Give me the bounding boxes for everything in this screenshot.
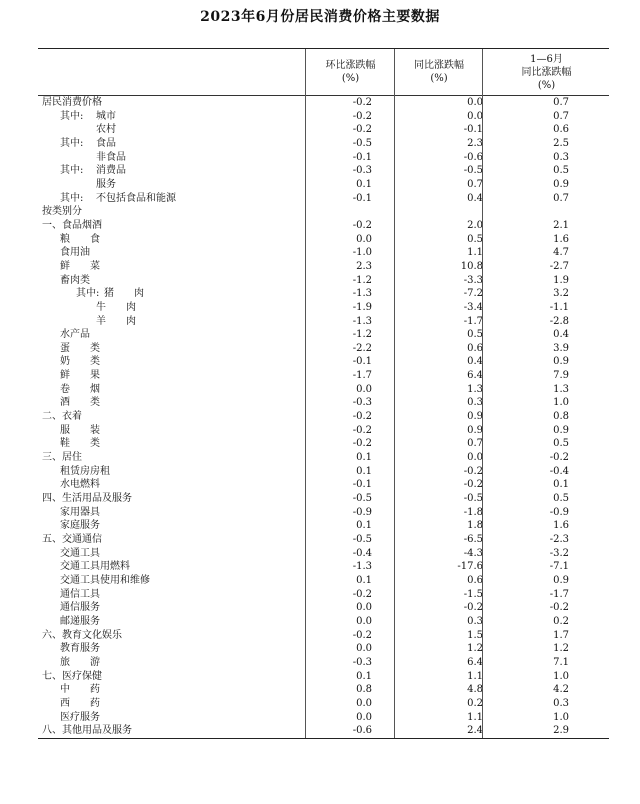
row-prefix: 其中: bbox=[60, 137, 84, 149]
row-mom-value: -0.2 bbox=[352, 97, 372, 108]
row-mom-value: -0.5 bbox=[352, 534, 372, 545]
row-yoy-value: 0.4 bbox=[467, 356, 483, 368]
table-row bbox=[38, 437, 609, 451]
header-mom-line2: (%) bbox=[341, 73, 360, 84]
row-label: 城市 bbox=[96, 110, 116, 122]
table-row bbox=[38, 588, 609, 602]
row-mom-value: 0.1 bbox=[356, 465, 372, 477]
row-label: 八、其他用品及服务 bbox=[42, 725, 132, 737]
table-header bbox=[38, 49, 609, 96]
row-yoy-value: -4.3 bbox=[463, 547, 483, 559]
row-mom-value: -0.2 bbox=[352, 588, 372, 600]
row-ytd-value: 4.2 bbox=[553, 684, 569, 696]
row-mom-value: -0.3 bbox=[352, 397, 372, 409]
row-ytd-value: 2.5 bbox=[553, 137, 569, 149]
header-ytd-line3: (%) bbox=[537, 79, 556, 91]
row-mom-value: -0.3 bbox=[352, 656, 372, 668]
row-label: 猪 肉 bbox=[104, 288, 144, 300]
table-row bbox=[38, 137, 609, 151]
row-prefix: 其中: bbox=[76, 288, 100, 300]
row-ytd-value: 1.0 bbox=[553, 397, 569, 409]
table-row bbox=[38, 451, 609, 465]
row-mom-value: -0.5 bbox=[352, 493, 372, 505]
row-ytd-value: -0.2 bbox=[549, 452, 569, 464]
row-ytd-value: 0.3 bbox=[553, 151, 569, 163]
row-mom-value: -0.1 bbox=[352, 356, 372, 368]
table-row bbox=[38, 410, 609, 424]
row-mom-value: -0.2 bbox=[352, 124, 372, 136]
table-row bbox=[38, 315, 609, 329]
table-row bbox=[38, 656, 609, 670]
row-ytd-value: -7.1 bbox=[549, 561, 569, 573]
row-yoy-value: -1.5 bbox=[463, 588, 483, 600]
row-label: 七、医疗保健 bbox=[42, 670, 102, 682]
row-yoy-value: 0.5 bbox=[467, 233, 483, 245]
row-label: 一、食品烟酒 bbox=[42, 219, 102, 231]
table-row bbox=[38, 683, 609, 697]
row-mom-value: 0.0 bbox=[356, 383, 372, 395]
row-ytd-value: 1.2 bbox=[553, 643, 569, 655]
row-yoy-value: 1.5 bbox=[467, 629, 483, 641]
row-label: 不包括食品和能源 bbox=[96, 192, 176, 204]
header-mom bbox=[305, 49, 395, 95]
column-divider bbox=[305, 95, 306, 738]
table-row bbox=[38, 601, 609, 615]
row-label: 家用器具 bbox=[60, 506, 100, 518]
row-mom-value: -0.5 bbox=[352, 137, 372, 149]
row-ytd-value: 0.5 bbox=[553, 165, 569, 177]
row-label: 酒 类 bbox=[60, 397, 100, 409]
row-label: 卷 烟 bbox=[60, 383, 100, 395]
row-mom-value: -0.4 bbox=[352, 547, 372, 559]
row-yoy-value: -7.2 bbox=[463, 288, 483, 300]
row-ytd-value: 1.9 bbox=[553, 274, 569, 286]
row-yoy-value: 0.0 bbox=[467, 452, 483, 464]
header-yoy-line2: (%) bbox=[430, 73, 448, 84]
row-yoy-value: -0.1 bbox=[463, 124, 483, 136]
table-row bbox=[38, 670, 609, 684]
row-yoy-value: -0.2 bbox=[463, 602, 483, 614]
table-row bbox=[38, 396, 609, 410]
table-row bbox=[38, 560, 609, 574]
row-label: 水电燃料 bbox=[60, 479, 100, 491]
row-label: 水产品 bbox=[60, 329, 90, 341]
table-row bbox=[38, 383, 609, 397]
row-label: 按类别分 bbox=[42, 206, 82, 218]
row-label: 中 药 bbox=[60, 684, 100, 696]
row-yoy-value: 10.8 bbox=[460, 260, 483, 272]
table-row bbox=[38, 642, 609, 656]
row-ytd-value: 0.3 bbox=[553, 697, 569, 709]
row-mom-value: -2.2 bbox=[352, 342, 372, 354]
table-row bbox=[38, 492, 609, 506]
table-row bbox=[38, 533, 609, 547]
row-mom-value: -1.7 bbox=[352, 370, 372, 382]
row-ytd-value: 0.4 bbox=[553, 329, 569, 341]
row-label: 西 药 bbox=[60, 697, 100, 709]
table-row bbox=[38, 424, 609, 438]
row-mom-value: 2.3 bbox=[356, 260, 372, 272]
row-mom-value: -1.2 bbox=[352, 329, 372, 341]
row-mom-value: -0.1 bbox=[352, 151, 372, 163]
table-row bbox=[38, 519, 609, 533]
row-ytd-value: 2.9 bbox=[553, 725, 569, 737]
row-yoy-value: 1.1 bbox=[467, 247, 483, 259]
row-mom-value: 0.1 bbox=[356, 178, 372, 190]
row-ytd-value: -2.8 bbox=[549, 315, 569, 327]
row-label: 二、衣着 bbox=[42, 411, 82, 423]
row-mom-value: 0.1 bbox=[356, 452, 372, 464]
row-mom-value: -0.9 bbox=[352, 506, 372, 518]
row-yoy-value: 0.3 bbox=[467, 397, 483, 409]
row-ytd-value: -0.9 bbox=[549, 506, 569, 518]
row-ytd-value: 3.2 bbox=[553, 288, 569, 300]
row-label: 蛋 类 bbox=[60, 342, 100, 354]
row-mom-value: -0.3 bbox=[352, 165, 372, 177]
row-yoy-value: -0.2 bbox=[463, 465, 483, 477]
row-label: 通信服务 bbox=[60, 602, 100, 614]
row-label: 农村 bbox=[96, 124, 116, 136]
header-mom-line1: 环比涨跌幅 bbox=[325, 60, 376, 71]
row-mom-value: 0.0 bbox=[356, 233, 372, 245]
row-ytd-value: 0.9 bbox=[553, 574, 569, 586]
row-mom-value: -0.2 bbox=[352, 411, 372, 423]
row-label: 食品 bbox=[96, 137, 116, 149]
row-yoy-value: 0.6 bbox=[467, 574, 483, 586]
table-row bbox=[38, 369, 609, 383]
row-yoy-value: 0.0 bbox=[467, 97, 483, 108]
table-row bbox=[38, 724, 609, 738]
row-label: 居民消费价格 bbox=[42, 97, 102, 108]
row-yoy-value: 6.4 bbox=[467, 370, 483, 382]
row-yoy-value: 1.8 bbox=[467, 520, 483, 532]
row-label: 牛 肉 bbox=[96, 301, 136, 313]
row-label: 奶 类 bbox=[60, 356, 100, 368]
row-label: 粮 食 bbox=[60, 233, 100, 245]
table-row bbox=[38, 110, 609, 124]
row-yoy-value: 0.3 bbox=[467, 615, 483, 627]
row-label: 羊 肉 bbox=[96, 315, 136, 327]
row-label: 鲜 菜 bbox=[60, 260, 100, 272]
row-yoy-value: 4.8 bbox=[467, 684, 483, 696]
row-label: 服务 bbox=[96, 178, 116, 190]
table-row bbox=[38, 342, 609, 356]
row-yoy-value: 2.0 bbox=[467, 219, 483, 231]
table-row bbox=[38, 219, 609, 233]
table-row bbox=[38, 151, 609, 165]
row-ytd-value: 0.7 bbox=[553, 192, 569, 204]
header-ytd-line2: 同比涨跌幅 bbox=[521, 66, 572, 78]
row-yoy-value: 0.9 bbox=[467, 411, 483, 423]
row-label: 三、居住 bbox=[42, 452, 82, 464]
table-row bbox=[38, 178, 609, 192]
row-label: 家庭服务 bbox=[60, 520, 100, 532]
row-ytd-value: 1.3 bbox=[553, 383, 569, 395]
row-label: 通信工具 bbox=[60, 588, 100, 600]
row-yoy-value: -17.6 bbox=[457, 561, 483, 573]
row-yoy-value: -3.4 bbox=[463, 301, 483, 313]
header-yoy bbox=[394, 49, 483, 95]
table-row bbox=[38, 246, 609, 260]
table-row bbox=[38, 547, 609, 561]
row-label: 非食品 bbox=[96, 151, 126, 163]
row-ytd-value: 0.9 bbox=[553, 424, 569, 436]
table-row bbox=[38, 164, 609, 178]
row-yoy-value: -0.5 bbox=[463, 165, 483, 177]
table-row bbox=[38, 192, 609, 206]
row-yoy-value: 0.0 bbox=[467, 110, 483, 122]
row-ytd-value: -2.7 bbox=[549, 260, 569, 272]
row-ytd-value: 3.9 bbox=[553, 342, 569, 354]
row-label: 消费品 bbox=[96, 165, 126, 177]
row-label: 六、教育文化娱乐 bbox=[42, 629, 122, 641]
row-ytd-value: -1.1 bbox=[549, 301, 569, 313]
row-mom-value: 0.0 bbox=[356, 697, 372, 709]
row-yoy-value: -0.2 bbox=[463, 479, 483, 491]
row-mom-value: 0.1 bbox=[356, 574, 372, 586]
row-yoy-value: 0.7 bbox=[467, 438, 483, 450]
row-mom-value: -1.9 bbox=[352, 301, 372, 313]
row-yoy-value: 0.2 bbox=[467, 697, 483, 709]
table-row bbox=[38, 478, 609, 492]
table-row bbox=[38, 287, 609, 301]
row-label: 租赁房房租 bbox=[60, 465, 110, 477]
row-mom-value: -1.0 bbox=[352, 247, 372, 259]
row-yoy-value: 1.1 bbox=[467, 670, 483, 682]
row-yoy-value: 2.4 bbox=[467, 725, 483, 737]
row-mom-value: -0.2 bbox=[352, 438, 372, 450]
row-yoy-value: 1.2 bbox=[467, 643, 483, 655]
row-yoy-value: 0.4 bbox=[467, 192, 483, 204]
row-label: 畜肉类 bbox=[60, 274, 90, 286]
row-ytd-value: 7.1 bbox=[553, 656, 569, 668]
table-row bbox=[38, 697, 609, 711]
row-ytd-value: 0.6 bbox=[553, 124, 569, 136]
row-ytd-value: 4.7 bbox=[553, 247, 569, 259]
row-yoy-value: 2.3 bbox=[467, 137, 483, 149]
row-yoy-value: 0.9 bbox=[467, 424, 483, 436]
row-ytd-value: -0.2 bbox=[549, 602, 569, 614]
row-ytd-value: 0.7 bbox=[553, 97, 569, 108]
row-mom-value: 0.0 bbox=[356, 615, 372, 627]
table-row bbox=[38, 465, 609, 479]
row-mom-value: -0.2 bbox=[352, 424, 372, 436]
table-row bbox=[38, 328, 609, 342]
table-row bbox=[38, 205, 609, 219]
row-ytd-value: -0.4 bbox=[549, 465, 569, 477]
row-mom-value: -1.3 bbox=[352, 315, 372, 327]
row-label: 交通工具用燃料 bbox=[60, 561, 130, 573]
row-ytd-value: 1.6 bbox=[553, 233, 569, 245]
table-row bbox=[38, 301, 609, 315]
row-yoy-value: 0.6 bbox=[467, 342, 483, 354]
row-ytd-value: -1.7 bbox=[549, 588, 569, 600]
cpi-table bbox=[38, 48, 609, 739]
table-row bbox=[38, 233, 609, 247]
table-row bbox=[38, 711, 609, 725]
row-mom-value: 0.1 bbox=[356, 670, 372, 682]
row-yoy-value: 0.7 bbox=[467, 178, 483, 190]
row-mom-value: -0.2 bbox=[352, 629, 372, 641]
row-yoy-value: -0.5 bbox=[463, 493, 483, 505]
row-ytd-value: 0.5 bbox=[553, 493, 569, 505]
row-mom-value: -1.2 bbox=[352, 274, 372, 286]
row-yoy-value: -0.6 bbox=[463, 151, 483, 163]
table-row bbox=[38, 506, 609, 520]
table-row bbox=[38, 355, 609, 369]
row-mom-value: -0.2 bbox=[352, 110, 372, 122]
row-yoy-value: 1.1 bbox=[467, 711, 483, 723]
row-prefix: 其中: bbox=[60, 165, 84, 177]
row-label: 医疗服务 bbox=[60, 711, 100, 723]
row-mom-value: -0.2 bbox=[352, 219, 372, 231]
row-mom-value: -0.6 bbox=[352, 725, 372, 737]
table-row bbox=[38, 629, 609, 643]
row-mom-value: -1.3 bbox=[352, 561, 372, 573]
row-label: 邮递服务 bbox=[60, 615, 100, 627]
row-prefix: 其中: bbox=[60, 192, 84, 204]
row-mom-value: -1.3 bbox=[352, 288, 372, 300]
table-row bbox=[38, 615, 609, 629]
table-body bbox=[38, 96, 609, 738]
row-label: 食用油 bbox=[60, 247, 90, 259]
row-mom-value: 0.0 bbox=[356, 643, 372, 655]
row-ytd-value: -3.2 bbox=[549, 547, 569, 559]
row-ytd-value: 0.9 bbox=[553, 356, 569, 368]
row-label: 五、交通通信 bbox=[42, 534, 102, 545]
row-ytd-value: 0.7 bbox=[553, 110, 569, 122]
row-yoy-value: -1.7 bbox=[463, 315, 483, 327]
row-yoy-value: -3.3 bbox=[463, 274, 483, 286]
table-row bbox=[38, 274, 609, 288]
column-divider bbox=[394, 95, 395, 738]
row-label: 鲜 果 bbox=[60, 370, 100, 382]
row-yoy-value: -1.8 bbox=[463, 506, 483, 518]
row-label: 鞋 类 bbox=[60, 438, 100, 450]
row-mom-value: -0.1 bbox=[352, 479, 372, 491]
row-ytd-value: 0.8 bbox=[553, 411, 569, 423]
row-ytd-value: 2.1 bbox=[553, 219, 569, 231]
row-ytd-value: 0.9 bbox=[553, 178, 569, 190]
row-ytd-value: 7.9 bbox=[553, 370, 569, 382]
row-ytd-value: 1.0 bbox=[553, 711, 569, 723]
row-ytd-value: 0.5 bbox=[553, 438, 569, 450]
row-label: 交通工具使用和维修 bbox=[60, 574, 150, 586]
row-label: 交通工具 bbox=[60, 547, 100, 559]
row-yoy-value: 0.5 bbox=[467, 329, 483, 341]
page-title: 2023年6月份居民消费价格主要数据 bbox=[200, 9, 440, 25]
row-prefix: 其中: bbox=[60, 110, 84, 122]
row-yoy-value: 6.4 bbox=[467, 656, 483, 668]
header-ytd bbox=[482, 49, 610, 95]
table-row bbox=[38, 96, 609, 110]
row-ytd-value: 1.6 bbox=[553, 520, 569, 532]
row-label: 旅 游 bbox=[60, 656, 100, 668]
header-yoy-line1: 同比涨跌幅 bbox=[414, 60, 464, 71]
table-row bbox=[38, 574, 609, 588]
table-row bbox=[38, 123, 609, 137]
row-label: 教育服务 bbox=[60, 643, 100, 655]
row-mom-value: 0.1 bbox=[356, 520, 372, 532]
table-row bbox=[38, 260, 609, 274]
row-mom-value: 0.8 bbox=[356, 684, 372, 696]
row-ytd-value: 1.0 bbox=[553, 670, 569, 682]
row-mom-value: 0.0 bbox=[356, 602, 372, 614]
row-ytd-value: 0.2 bbox=[553, 615, 569, 627]
column-divider bbox=[482, 95, 483, 738]
row-mom-value: 0.0 bbox=[356, 711, 372, 723]
row-yoy-value: 1.3 bbox=[467, 383, 483, 395]
row-mom-value: -0.1 bbox=[352, 192, 372, 204]
row-ytd-value: 1.7 bbox=[553, 629, 569, 641]
row-ytd-value: -2.3 bbox=[549, 534, 569, 545]
row-label: 四、生活用品及服务 bbox=[42, 493, 132, 505]
row-ytd-value: 0.1 bbox=[553, 479, 569, 491]
header-ytd-line1: 1—6月 bbox=[530, 53, 563, 65]
row-label: 服 装 bbox=[60, 424, 100, 436]
row-yoy-value: -6.5 bbox=[463, 534, 483, 545]
